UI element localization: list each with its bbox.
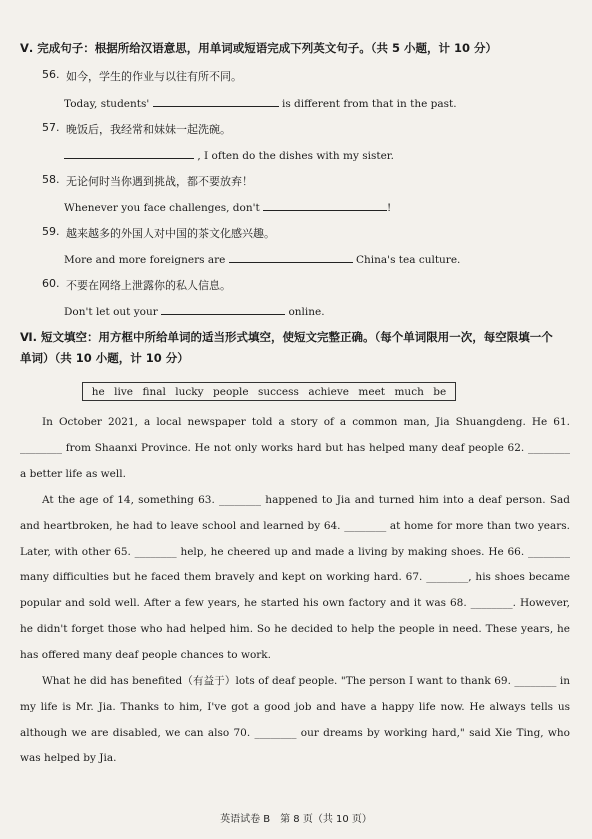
question-56-english <box>64 95 457 110</box>
question-56-suffix: is different from that in the past. <box>281 98 457 110</box>
question-60-number: 60. <box>42 277 60 290</box>
question-60-blank[interactable] <box>161 303 285 315</box>
word-bank-item: achieve <box>308 385 349 398</box>
question-60-prefix: Don't let out your <box>64 306 158 318</box>
question-56-number: 56. <box>42 68 60 81</box>
question-59-english <box>64 251 460 266</box>
question-59-blank[interactable] <box>229 251 353 263</box>
question-60-english <box>64 303 325 318</box>
question-57-suffix: , I often do the dishes with my sister. <box>197 150 394 162</box>
question-59-chinese: 越来越多的外国人对中国的茶文化感兴趣。 <box>66 227 275 240</box>
question-58-prefix: Whenever you face challenges, don't <box>64 202 260 214</box>
paragraph-3-text: What he did has benefited（有益于）lots of deaf people. "The person I want to thank 69. ________ in my life is Mr. Jia. Thanks to him, I've got a good job and have a happy life now. He always tells us although we are disabled, we can also 70. ________ our dreams by working hard," said Xie Ting, who was helped by Jia. <box>20 675 570 765</box>
question-58-chinese: 无论何时当你遇到挑战，都不要放弃！ <box>66 175 253 188</box>
word-bank-item: lucky <box>175 385 204 398</box>
passage-paragraph-1 <box>20 410 570 487</box>
question-57-number: 57. <box>42 121 60 134</box>
word-bank-item: success <box>258 385 299 398</box>
word-bank-item: meet <box>358 385 386 398</box>
paragraph-2-text: At the age of 14, something 63. ________ happened to Jia and turned him into a deaf person. Sad and heartbroken, he had to leave school and learned by 64. ________ at home for more than two years. Later, with other 65. ________ help, he cheered up and made a living by making shoes. He 66. ________ many difficulties but he faced them bravely and kept on working hard. 67. ________, his shoes became popular and sold well. After a few years, he started his own factory and it was 68. ________. However, he didn't forget those who had helped him. So he decided to help the people in need. These years, he has offered many deaf people chances to work. <box>20 494 570 661</box>
question-60-chinese: 不要在网络上泄露你的私人信息。 <box>66 279 231 292</box>
page-footer: 英语试卷 B 第 8 页（共 10 页） <box>220 814 372 825</box>
question-58-number: 58. <box>42 173 60 186</box>
question-56-prefix: Today, students' <box>64 98 150 110</box>
question-59-number: 59. <box>42 225 60 238</box>
word-bank-item: people <box>213 385 249 398</box>
passage-paragraph-3 <box>20 669 570 772</box>
question-57-chinese: 晚饭后，我经常和妹妹一起洗碗。 <box>66 123 231 136</box>
paragraph-1-text: In October 2021, a local newspaper told a story of a common man, Jia Shuangdeng. He 61. ________ from Shaanxi Province. He not only works hard but has helped many deaf people 62. ________ a better life as well. <box>20 416 570 480</box>
word-bank-item: much <box>394 385 424 398</box>
word-bank-item: live <box>114 385 134 398</box>
question-59-prefix: More and more foreigners are <box>64 254 226 266</box>
question-57-english <box>64 147 394 162</box>
question-58-blank[interactable] <box>263 199 387 211</box>
word-bank-item: be <box>433 385 447 398</box>
section-5-title: Ⅴ. 完成句子：根据所给汉语意思，用单词或短语完成下列英文句子。（共 5 小题，计 10 分） <box>20 41 498 55</box>
passage-paragraph-2 <box>20 488 570 669</box>
question-56-chinese: 如今，学生的作业与以往有所不同。 <box>66 70 242 83</box>
question-60-suffix: online. <box>288 306 325 318</box>
question-58-english <box>64 199 391 214</box>
question-58-suffix: ! <box>387 202 392 214</box>
question-57-blank[interactable] <box>64 147 194 159</box>
word-bank-item: final <box>142 385 166 398</box>
word-bank-box <box>82 382 456 401</box>
word-bank-item: he <box>91 385 105 398</box>
question-56-blank[interactable] <box>153 95 279 107</box>
question-59-suffix: China's tea culture. <box>356 254 461 266</box>
section-6-title: Ⅵ. 短文填空：用方框中所给单词的适当形式填空，使短文完整正确。（每个单词限用一次，每空限填一个单词）（共 10 小题，计 10 分） <box>20 330 553 365</box>
